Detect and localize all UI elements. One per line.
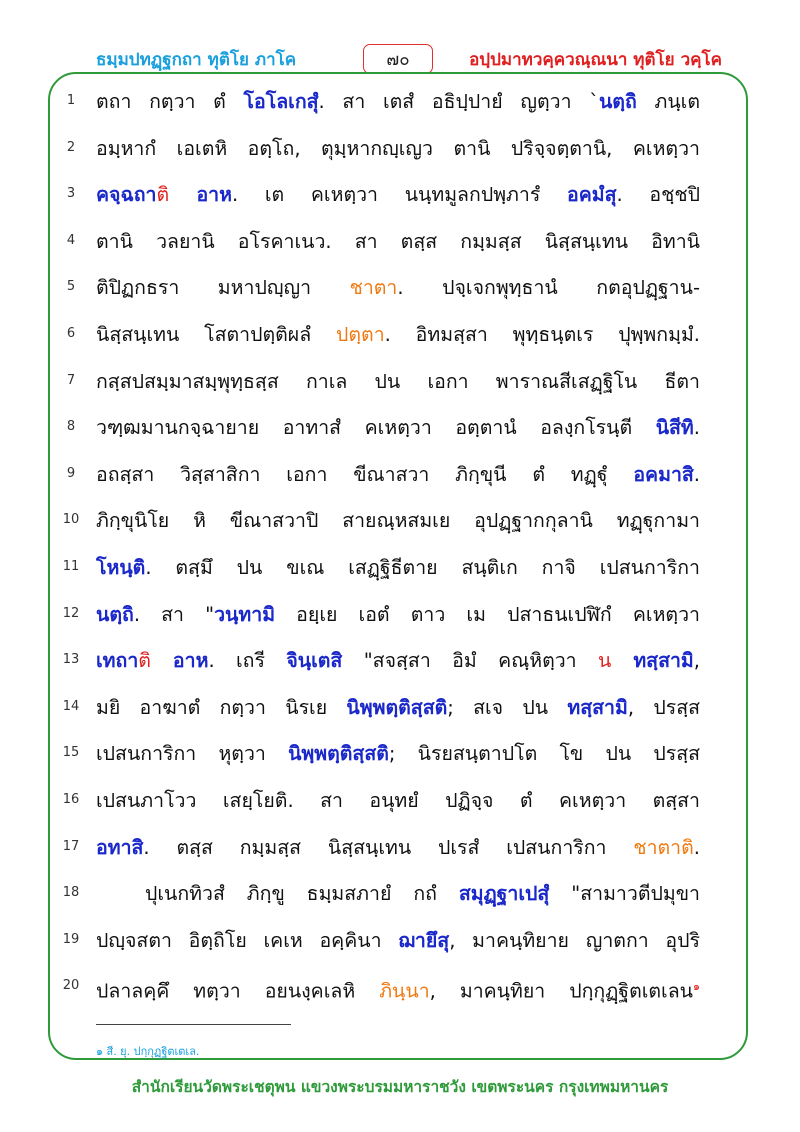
line-text — [96, 737, 700, 771]
line-number: 5 — [66, 279, 76, 295]
line-number: 19 — [62, 931, 80, 947]
text-segment: , มาคนฺทิยาย ญาตกา อุปริ — [449, 928, 700, 952]
highlighted-word: ชาตา — [349, 276, 398, 300]
text-segment: กสฺสปสมฺมาสมฺพุทฺธสฺส กาเล ปน เอกา พาราณสีเสฏฺฐิโน ธีตา — [96, 369, 700, 393]
line-number: 14 — [62, 698, 80, 714]
text-line — [60, 411, 700, 445]
text-segment: . อิทมสฺสา — [384, 323, 488, 346]
text-segment: ติปิฏกธรา มหาปญฺญา — [96, 276, 350, 300]
highlighted-word: น — [598, 649, 612, 673]
text-segment: ปลาลคฺคึ ทตฺวา อยนงฺคเลหิ — [96, 979, 380, 1003]
text-segment: เปสนการิกา หุตฺวา — [96, 742, 289, 766]
line-text — [96, 85, 700, 119]
line-number: 9 — [66, 465, 76, 481]
highlighted-word: เทถา — [96, 649, 139, 673]
line-text — [96, 458, 700, 492]
line-number: 15 — [62, 745, 80, 761]
highlighted-word: สมุฏฺฐาเปสุํ — [458, 882, 550, 906]
text-line — [60, 644, 700, 678]
text-segment: อยฺเย เอตํ ตาว เม ปสาธนเปฬิกํ คเหตฺวา — [275, 602, 700, 626]
footnote: ๑ สี. ยุ. ปกฺกุฏฺฐิตเตเล. — [96, 1045, 200, 1058]
page-footer: สำนักเรียนวัดพระเชตุพน แขวงพระบรมมหาราชวัง เขตพระนคร กรุงเทพมหานคร — [131, 1078, 669, 1096]
highlighted-word: ทสฺสามิ — [611, 649, 694, 673]
text-segment: . — [693, 416, 700, 440]
text-line — [60, 831, 700, 865]
line-text — [96, 784, 700, 818]
text-segment: ปุเนกทิวสํ ภิกฺขู ธมฺมสภายํ กถํ — [145, 882, 459, 906]
highlighted-word: ฌายึสุ — [398, 928, 450, 952]
line-text — [145, 877, 700, 911]
text-segment: . — [693, 462, 700, 486]
text-segment: นิสฺสนฺเทน โสตาปตฺติผลํ — [96, 323, 336, 346]
highlighted-word: ติ — [156, 183, 170, 207]
line-text — [96, 970, 700, 1009]
line-number: 8 — [66, 419, 76, 435]
highlighted-word: นิสีทิ — [655, 416, 694, 440]
footnote-marker: ๑ — [693, 980, 700, 994]
text-line — [60, 877, 700, 911]
text-segment: . — [693, 835, 700, 859]
text-segment: . ปจฺเจกพุทฺธานํ กตอุปฏฺฐาน- — [397, 276, 700, 300]
line-text — [96, 504, 700, 538]
highlighted-word: โอโลเกสุํ — [243, 90, 319, 113]
line-text — [96, 598, 700, 632]
line-number: 7 — [66, 372, 76, 388]
text-segment: . เต คเหตฺวา นนฺทมูลกปพฺภารํ — [231, 183, 568, 207]
line-text — [96, 831, 700, 865]
text-segment: . สา " — [133, 602, 215, 626]
line-text — [96, 225, 700, 259]
text-line — [60, 551, 700, 585]
header-chapter-title: อปฺปมาทวคฺควณฺณนา ทุติโย วคฺโค — [469, 50, 722, 70]
highlighted-word: คจฺฉถา — [96, 183, 157, 207]
line-number: 4 — [66, 232, 76, 248]
text-line — [60, 178, 700, 212]
text-segment: ภนฺเต — [636, 90, 700, 113]
line-number: 2 — [66, 139, 76, 155]
highlighted-word: นตฺถิ — [598, 90, 637, 113]
highlighted-word: ปตฺตา — [336, 323, 385, 346]
text-segment: อถสฺสา วิสฺสาสิกา เอกา ขีณาสวา ภิกฺขุนี ตํ ทฏฺฐุํ — [96, 462, 634, 486]
text-line — [60, 132, 700, 166]
text-line — [60, 924, 700, 958]
text-segment: "สามาวตีปมุขา — [549, 882, 700, 906]
text-segment: อมฺหากํ เอเตหิ อตฺโถ, ตุมฺหากญฺเญว ตานิ ปริจฺจตฺตานิ, คเหตฺวา — [96, 136, 700, 160]
text-line — [60, 691, 700, 725]
line-number: 17 — [62, 838, 80, 854]
text-segment: , ปรสฺส — [627, 695, 700, 719]
text-line — [60, 598, 700, 632]
line-text — [96, 411, 700, 445]
text-segment: เปสนภาโวว เสยฺโยติ. สา อนุทยํ ปฏิจฺจ ตํ คเหตฺวา ตสฺสา — [96, 789, 700, 812]
text-segment: ปญฺจสตา อิตฺถิโย เคเห อคฺคินา — [96, 928, 399, 952]
header-book-title: ธมฺมปทฏฺฐกถา ทุติโย ภาโค — [96, 50, 297, 70]
highlighted-word: จินฺเตสิ — [286, 649, 343, 673]
text-line — [60, 225, 700, 259]
text-segment: , — [693, 649, 700, 673]
highlighted-word: โหนฺติ — [96, 556, 146, 579]
line-number: 20 — [62, 978, 80, 994]
line-number: 11 — [62, 559, 80, 574]
highlighted-word: ชาตาติ — [633, 835, 694, 859]
text-segment: ; สเจ ปน — [447, 695, 568, 719]
text-line — [60, 365, 700, 399]
highlighted-word: นตฺถิ — [96, 602, 134, 626]
text-segment: ตถา กตฺวา ตํ — [96, 90, 244, 113]
text-segment: . เถรี — [208, 649, 287, 673]
page-number-badge: ๗๐ — [363, 44, 433, 74]
line-number: 1 — [66, 93, 76, 108]
text-segment: วฑฺฒมานกจฺฉายาย อาทาสํ คเหตฺวา อตฺตานํ อลงฺกโรนฺตี — [96, 416, 656, 440]
line-number: 10 — [62, 512, 80, 528]
text-segment: พุทฺธนฺตเร ปุพฺพกมฺมํ. — [487, 323, 700, 346]
text-segment: . ตสฺส กมฺมสฺส นิสฺสนฺเทน ปเรสํ เปสนการิกา — [143, 835, 634, 859]
text-segment: "สจสฺสา อิมํ คณฺหิตฺวา — [342, 649, 599, 673]
line-text — [96, 318, 700, 352]
line-text — [96, 691, 700, 725]
line-text — [96, 132, 700, 166]
line-number: 18 — [62, 885, 80, 901]
text-line — [60, 318, 700, 352]
text-segment: ภิกฺขุนิโย หิ ขีณาสวาปิ สายณฺหสมเย อุปฏฺฐากกุลานิ ทฏฺฐุกามา — [96, 509, 700, 533]
line-number: 16 — [62, 792, 80, 807]
highlighted-word: อคมํสุ — [567, 183, 617, 207]
line-text — [96, 924, 700, 958]
text-line — [60, 458, 700, 492]
line-text — [96, 365, 700, 399]
text-segment: , มาคนฺทิยา ปกฺกุฏฺฐิตเตเลน — [429, 979, 694, 1003]
highlighted-word: อทาสิ — [96, 835, 144, 859]
line-number: 6 — [66, 326, 76, 341]
line-number: 13 — [62, 652, 80, 668]
line-number: 12 — [62, 605, 80, 621]
text-segment: . อชฺชปิ — [616, 183, 700, 207]
line-text — [96, 178, 700, 212]
text-line — [60, 784, 700, 818]
highlighted-word: ติ — [138, 649, 151, 673]
text-segment: ; นิรยสนฺตาปโต โข ปน ปรสฺส — [388, 742, 700, 766]
highlighted-word: นิพฺพตฺติสฺสติ — [288, 742, 389, 766]
text-line — [60, 85, 700, 119]
line-text — [96, 551, 700, 585]
line-number: 3 — [66, 186, 76, 202]
text-line — [60, 271, 700, 305]
footnote-divider — [96, 1024, 291, 1025]
line-text — [96, 644, 700, 678]
text-line — [60, 737, 700, 771]
highlighted-word: ภินฺนา — [379, 979, 430, 1003]
text-line — [60, 504, 700, 538]
text-line — [60, 970, 700, 1004]
text-segment: ตานิ วลยานิ อโรคาเนว. สา ตสฺส กมฺมสฺส นิสฺสนฺเทน อิทานิ — [96, 229, 700, 253]
line-text — [96, 271, 700, 305]
text-segment: มยิ อาฆาตํ กตฺวา นิรเย — [96, 695, 347, 719]
highlighted-word: อคมาสิ — [633, 462, 694, 486]
highlighted-word: อาห — [169, 183, 232, 207]
text-segment: . สา เตสํ อธิปฺปายํ ญตฺวา ` — [318, 90, 599, 113]
highlighted-word: นิพฺพตฺติสฺสติ — [346, 695, 448, 719]
text-segment: . ตสฺมึ ปน ขเณ เสฏฺฐิธีตาย สนฺติเก กาจิ เปสนการิกา — [145, 556, 700, 579]
highlighted-word: ทสฺสามิ — [567, 695, 628, 719]
highlighted-word: วนฺทามิ — [214, 602, 276, 626]
highlighted-word: อาห — [150, 649, 209, 673]
